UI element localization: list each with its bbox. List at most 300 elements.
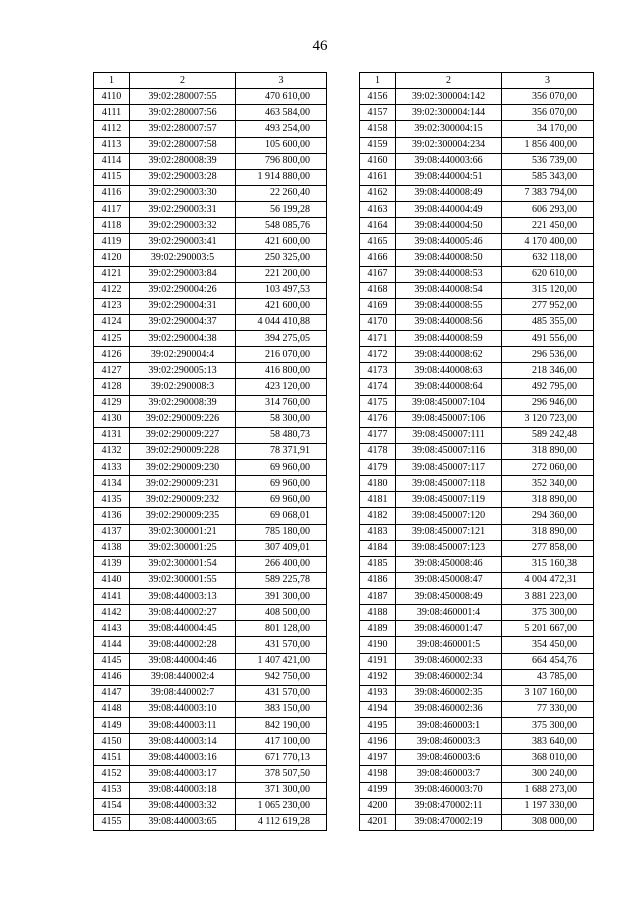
- cadastral-number: 39:08:460001:5: [396, 637, 502, 653]
- cadastral-value: 842 190,00: [236, 718, 327, 734]
- table-row: [94, 508, 327, 524]
- row-number: 4159: [360, 137, 396, 153]
- cadastral-value: 22 260,40: [236, 185, 327, 201]
- cadastral-value: 318 890,00: [502, 492, 594, 508]
- table-row: [94, 395, 327, 411]
- table-row: [94, 701, 327, 717]
- cadastral-number: 39:02:290003:84: [130, 266, 236, 282]
- row-number: 4201: [360, 814, 396, 830]
- row-number: 4186: [360, 572, 396, 588]
- cadastral-number: 39:08:440008:49: [396, 185, 502, 201]
- table-row: [360, 589, 594, 605]
- cadastral-value: 294 360,00: [502, 508, 594, 524]
- cadastral-number: 39:08:440008:56: [396, 314, 502, 330]
- cadastral-number: 39:08:440003:11: [130, 718, 236, 734]
- row-number: 4199: [360, 782, 396, 798]
- row-number: 4123: [94, 298, 130, 314]
- table-row: [360, 653, 594, 669]
- table-row: [94, 443, 327, 459]
- cadastral-value: 34 170,00: [502, 121, 594, 137]
- table-row: [360, 250, 594, 266]
- row-number: 4119: [94, 234, 130, 250]
- cadastral-value: 416 800,00: [236, 363, 327, 379]
- table-row: [94, 492, 327, 508]
- table-body-left: [94, 89, 327, 831]
- cadastral-value: 431 570,00: [236, 685, 327, 701]
- cadastral-number: 39:02:290009:232: [130, 492, 236, 508]
- row-number: 4178: [360, 443, 396, 459]
- table-row: [94, 653, 327, 669]
- row-number: 4140: [94, 572, 130, 588]
- row-number: 4131: [94, 427, 130, 443]
- table-row: [94, 185, 327, 201]
- row-number: 4193: [360, 685, 396, 701]
- table-row: [360, 798, 594, 814]
- table-row: [94, 766, 327, 782]
- cadastral-number: 39:02:290003:5: [130, 250, 236, 266]
- register-table-right: [359, 72, 594, 831]
- cadastral-value: 383 640,00: [502, 734, 594, 750]
- row-number: 4164: [360, 218, 396, 234]
- row-number: 4132: [94, 443, 130, 459]
- cadastral-number: 39:08:440002:27: [130, 605, 236, 621]
- row-number: 4170: [360, 314, 396, 330]
- cadastral-number: 39:02:290003:30: [130, 185, 236, 201]
- cadastral-number: 39:02:300004:15: [396, 121, 502, 137]
- cadastral-number: 39:02:290008:3: [130, 379, 236, 395]
- row-number: 4163: [360, 202, 396, 218]
- row-number: 4160: [360, 153, 396, 169]
- cadastral-value: 606 293,00: [502, 202, 594, 218]
- cadastral-value: 3 881 223,00: [502, 589, 594, 605]
- cadastral-number: 39:02:290009:227: [130, 427, 236, 443]
- cadastral-value: 308 000,00: [502, 814, 594, 830]
- cadastral-number: 39:02:280008:39: [130, 153, 236, 169]
- cadastral-value: 431 570,00: [236, 637, 327, 653]
- table-row: [360, 460, 594, 476]
- cadastral-number: 39:08:440004:51: [396, 169, 502, 185]
- row-number: 4176: [360, 411, 396, 427]
- cadastral-value: 4 112 619,28: [236, 814, 327, 830]
- cadastral-value: 378 507,50: [236, 766, 327, 782]
- table-row: [360, 524, 594, 540]
- table-row: [94, 637, 327, 653]
- row-number: 4120: [94, 250, 130, 266]
- table-row: [360, 443, 594, 459]
- table-row: [360, 750, 594, 766]
- cadastral-number: 39:02:290009:226: [130, 411, 236, 427]
- cadastral-number: 39:08:450007:117: [396, 460, 502, 476]
- cadastral-number: 39:02:290003:31: [130, 202, 236, 218]
- table-row: [360, 814, 594, 830]
- table-row: [360, 266, 594, 282]
- row-number: 4146: [94, 669, 130, 685]
- cadastral-number: 39:08:470002:11: [396, 798, 502, 814]
- cadastral-value: 1 065 230,00: [236, 798, 327, 814]
- cadastral-number: 39:08:460001:47: [396, 621, 502, 637]
- cadastral-number: 39:08:440003:16: [130, 750, 236, 766]
- cadastral-number: 39:08:440004:46: [130, 653, 236, 669]
- row-number: 4190: [360, 637, 396, 653]
- cadastral-value: 221 450,00: [502, 218, 594, 234]
- cadastral-value: 391 300,00: [236, 589, 327, 605]
- cadastral-value: 105 600,00: [236, 137, 327, 153]
- cadastral-number: 39:08:460003:7: [396, 766, 502, 782]
- row-number: 4180: [360, 476, 396, 492]
- table-header-row: [360, 73, 594, 89]
- cadastral-value: 56 199,28: [236, 202, 327, 218]
- cadastral-value: 664 454,76: [502, 653, 594, 669]
- table-row: [94, 524, 327, 540]
- table-row: [360, 427, 594, 443]
- table-header-row: [94, 73, 327, 89]
- cadastral-value: 942 750,00: [236, 669, 327, 685]
- cadastral-number: 39:02:280007:56: [130, 105, 236, 121]
- table-row: [360, 314, 594, 330]
- table-row: [360, 476, 594, 492]
- cadastral-number: 39:08:460002:36: [396, 701, 502, 717]
- row-number: 4112: [94, 121, 130, 137]
- cadastral-number: 39:02:290004:26: [130, 282, 236, 298]
- cadastral-value: 315 120,00: [502, 282, 594, 298]
- cadastral-number: 39:02:290009:230: [130, 460, 236, 476]
- cadastral-number: 39:08:440008:64: [396, 379, 502, 395]
- cadastral-value: 801 128,00: [236, 621, 327, 637]
- row-number: 4189: [360, 621, 396, 637]
- row-number: 4135: [94, 492, 130, 508]
- table-row: [360, 669, 594, 685]
- table-row: [94, 427, 327, 443]
- row-number: 4116: [94, 185, 130, 201]
- cadastral-number: 39:08:450008:47: [396, 572, 502, 588]
- row-number: 4110: [94, 89, 130, 105]
- cadastral-value: 69 960,00: [236, 476, 327, 492]
- cadastral-number: 39:08:440003:14: [130, 734, 236, 750]
- cadastral-value: 371 300,00: [236, 782, 327, 798]
- row-number: 4192: [360, 669, 396, 685]
- cadastral-number: 39:08:450007:119: [396, 492, 502, 508]
- row-number: 4174: [360, 379, 396, 395]
- row-number: 4171: [360, 331, 396, 347]
- table-row: [94, 572, 327, 588]
- cadastral-number: 39:08:440002:7: [130, 685, 236, 701]
- row-number: 4169: [360, 298, 396, 314]
- cadastral-number: 39:02:290004:31: [130, 298, 236, 314]
- row-number: 4175: [360, 395, 396, 411]
- cadastral-number: 39:02:300001:25: [130, 540, 236, 556]
- table-row: [94, 669, 327, 685]
- column-header-cadastral: 2: [130, 73, 236, 89]
- table-row: [94, 218, 327, 234]
- cadastral-number: 39:02:290009:235: [130, 508, 236, 524]
- cadastral-value: 394 275,05: [236, 331, 327, 347]
- row-number: 4153: [94, 782, 130, 798]
- row-number: 4145: [94, 653, 130, 669]
- cadastral-number: 39:02:290005:13: [130, 363, 236, 379]
- cadastral-value: 368 010,00: [502, 750, 594, 766]
- cadastral-number: 39:08:450007:121: [396, 524, 502, 540]
- cadastral-number: 39:08:460002:34: [396, 669, 502, 685]
- cadastral-value: 417 100,00: [236, 734, 327, 750]
- cadastral-value: 796 800,00: [236, 153, 327, 169]
- table-row: [360, 347, 594, 363]
- table-row: [360, 734, 594, 750]
- row-number: 4137: [94, 524, 130, 540]
- cadastral-number: 39:08:450007:106: [396, 411, 502, 427]
- table-row: [94, 476, 327, 492]
- row-number: 4165: [360, 234, 396, 250]
- cadastral-number: 39:08:440003:65: [130, 814, 236, 830]
- row-number: 4115: [94, 169, 130, 185]
- cadastral-value: 1 688 273,00: [502, 782, 594, 798]
- row-number: 4147: [94, 685, 130, 701]
- row-number: 4185: [360, 556, 396, 572]
- cadastral-value: 632 118,00: [502, 250, 594, 266]
- cadastral-value: 536 739,00: [502, 153, 594, 169]
- row-number: 4143: [94, 621, 130, 637]
- table-row: [94, 153, 327, 169]
- table-row: [360, 89, 594, 105]
- cadastral-number: 39:02:290003:32: [130, 218, 236, 234]
- table-row: [94, 798, 327, 814]
- cadastral-number: 39:02:290003:28: [130, 169, 236, 185]
- cadastral-number: 39:08:440008:50: [396, 250, 502, 266]
- cadastral-number: 39:02:300004:234: [396, 137, 502, 153]
- column-header-number: 1: [94, 73, 130, 89]
- cadastral-value: 4 044 410,88: [236, 314, 327, 330]
- table-row: [360, 363, 594, 379]
- cadastral-value: 77 330,00: [502, 701, 594, 717]
- row-number: 4188: [360, 605, 396, 621]
- table-row: [94, 814, 327, 830]
- cadastral-number: 39:02:300001:54: [130, 556, 236, 572]
- table-row: [94, 540, 327, 556]
- table-row: [94, 589, 327, 605]
- table-row: [94, 556, 327, 572]
- row-number: 4173: [360, 363, 396, 379]
- cadastral-number: 39:02:280007:58: [130, 137, 236, 153]
- cadastral-number: 39:02:300004:144: [396, 105, 502, 121]
- row-number: 4144: [94, 637, 130, 653]
- row-number: 4187: [360, 589, 396, 605]
- cadastral-number: 39:08:450007:116: [396, 443, 502, 459]
- cadastral-value: 785 180,00: [236, 524, 327, 540]
- table-row: [360, 395, 594, 411]
- cadastral-number: 39:08:440004:50: [396, 218, 502, 234]
- cadastral-number: 39:08:470002:19: [396, 814, 502, 830]
- row-number: 4149: [94, 718, 130, 734]
- cadastral-value: 356 070,00: [502, 105, 594, 121]
- cadastral-number: 39:08:440004:45: [130, 621, 236, 637]
- page-number: 46: [312, 38, 328, 54]
- cadastral-value: 493 254,00: [236, 121, 327, 137]
- cadastral-value: 58 480,73: [236, 427, 327, 443]
- cadastral-value: 485 355,00: [502, 314, 594, 330]
- cadastral-number: 39:02:290008:39: [130, 395, 236, 411]
- row-number: 4151: [94, 750, 130, 766]
- cadastral-value: 272 060,00: [502, 460, 594, 476]
- row-number: 4148: [94, 701, 130, 717]
- row-number: 4124: [94, 314, 130, 330]
- cadastral-number: 39:02:290004:37: [130, 314, 236, 330]
- cadastral-value: 3 107 160,00: [502, 685, 594, 701]
- row-number: 4172: [360, 347, 396, 363]
- cadastral-number: 39:02:290004:38: [130, 331, 236, 347]
- table-row: [360, 218, 594, 234]
- cadastral-value: 300 240,00: [502, 766, 594, 782]
- table-row: [360, 621, 594, 637]
- table-row: [94, 234, 327, 250]
- cadastral-value: 421 600,00: [236, 234, 327, 250]
- cadastral-value: 7 383 794,00: [502, 185, 594, 201]
- table-row: [360, 572, 594, 588]
- cadastral-value: 383 150,00: [236, 701, 327, 717]
- table-row: [360, 411, 594, 427]
- table-row: [360, 508, 594, 524]
- table-row: [360, 685, 594, 701]
- table-row: [360, 298, 594, 314]
- cadastral-number: 39:08:450007:111: [396, 427, 502, 443]
- cadastral-value: 423 120,00: [236, 379, 327, 395]
- row-number: 4118: [94, 218, 130, 234]
- row-number: 4183: [360, 524, 396, 540]
- cadastral-value: 266 400,00: [236, 556, 327, 572]
- row-number: 4133: [94, 460, 130, 476]
- cadastral-value: 1 914 880,00: [236, 169, 327, 185]
- cadastral-number: 39:08:460002:33: [396, 653, 502, 669]
- table-row: [360, 766, 594, 782]
- table-row: [94, 314, 327, 330]
- row-number: 4125: [94, 331, 130, 347]
- cadastral-value: 318 890,00: [502, 443, 594, 459]
- table-row: [94, 621, 327, 637]
- row-number: 4117: [94, 202, 130, 218]
- row-number: 4127: [94, 363, 130, 379]
- row-number: 4139: [94, 556, 130, 572]
- cadastral-number: 39:08:440003:66: [396, 153, 502, 169]
- row-number: 4168: [360, 282, 396, 298]
- cadastral-number: 39:08:460003:1: [396, 718, 502, 734]
- table-row: [94, 460, 327, 476]
- table-row: [94, 298, 327, 314]
- row-number: 4177: [360, 427, 396, 443]
- cadastral-number: 39:08:450007:104: [396, 395, 502, 411]
- row-number: 4111: [94, 105, 130, 121]
- table-row: [360, 153, 594, 169]
- table-row: [360, 282, 594, 298]
- cadastral-number: 39:08:460003:3: [396, 734, 502, 750]
- cadastral-value: 5 201 667,00: [502, 621, 594, 637]
- column-header-cadastral: 2: [396, 73, 502, 89]
- cadastral-value: 69 960,00: [236, 492, 327, 508]
- cadastral-value: 356 070,00: [502, 89, 594, 105]
- cadastral-number: 39:08:440003:18: [130, 782, 236, 798]
- row-number: 4136: [94, 508, 130, 524]
- cadastral-number: 39:08:440002:4: [130, 669, 236, 685]
- cadastral-value: 375 300,00: [502, 718, 594, 734]
- row-number: 4134: [94, 476, 130, 492]
- table-row: [360, 556, 594, 572]
- table-row: [360, 185, 594, 201]
- cadastral-value: 318 890,00: [502, 524, 594, 540]
- cadastral-value: 589 242,48: [502, 427, 594, 443]
- table-row: [94, 347, 327, 363]
- row-number: 4196: [360, 734, 396, 750]
- row-number: 4197: [360, 750, 396, 766]
- cadastral-number: 39:08:440003:10: [130, 701, 236, 717]
- cadastral-number: 39:08:450008:46: [396, 556, 502, 572]
- table-row: [94, 782, 327, 798]
- row-number: 4194: [360, 701, 396, 717]
- cadastral-value: 375 300,00: [502, 605, 594, 621]
- cadastral-number: 39:08:440008:53: [396, 266, 502, 282]
- row-number: 4142: [94, 605, 130, 621]
- table-row: [360, 121, 594, 137]
- row-number: 4138: [94, 540, 130, 556]
- register-table-left: [93, 72, 327, 831]
- row-number: 4130: [94, 411, 130, 427]
- cadastral-value: 470 610,00: [236, 89, 327, 105]
- table-row: [360, 637, 594, 653]
- row-number: 4200: [360, 798, 396, 814]
- table-row: [94, 250, 327, 266]
- cadastral-value: 463 584,00: [236, 105, 327, 121]
- row-number: 4158: [360, 121, 396, 137]
- row-number: 4162: [360, 185, 396, 201]
- table-row: [360, 492, 594, 508]
- cadastral-number: 39:08:450007:123: [396, 540, 502, 556]
- row-number: 4141: [94, 589, 130, 605]
- table-row: [360, 105, 594, 121]
- table-row: [360, 782, 594, 798]
- table-row: [94, 137, 327, 153]
- table-row: [360, 169, 594, 185]
- cadastral-value: 69 960,00: [236, 460, 327, 476]
- cadastral-number: 39:08:440003:13: [130, 589, 236, 605]
- row-number: 4157: [360, 105, 396, 121]
- cadastral-value: 354 450,00: [502, 637, 594, 653]
- row-number: 4154: [94, 798, 130, 814]
- cadastral-value: 315 160,38: [502, 556, 594, 572]
- cadastral-value: 296 536,00: [502, 347, 594, 363]
- cadastral-value: 296 946,00: [502, 395, 594, 411]
- table-row: [94, 282, 327, 298]
- cadastral-number: 39:02:300004:142: [396, 89, 502, 105]
- table-row: [360, 701, 594, 717]
- column-header-value: 3: [502, 73, 594, 89]
- table-row: [94, 202, 327, 218]
- table-row: [360, 540, 594, 556]
- cadastral-number: 39:02:300001:21: [130, 524, 236, 540]
- table-row: [94, 411, 327, 427]
- cadastral-number: 39:08:460003:6: [396, 750, 502, 766]
- table-row: [94, 734, 327, 750]
- row-number: 4191: [360, 653, 396, 669]
- cadastral-value: 216 070,00: [236, 347, 327, 363]
- cadastral-value: 491 556,00: [502, 331, 594, 347]
- cadastral-number: 39:08:460001:4: [396, 605, 502, 621]
- table-row: [94, 169, 327, 185]
- cadastral-value: 4 004 472,31: [502, 572, 594, 588]
- row-number: 4113: [94, 137, 130, 153]
- cadastral-value: 585 343,00: [502, 169, 594, 185]
- table-row: [94, 685, 327, 701]
- row-number: 4198: [360, 766, 396, 782]
- cadastral-number: 39:02:300001:55: [130, 572, 236, 588]
- row-number: 4179: [360, 460, 396, 476]
- row-number: 4129: [94, 395, 130, 411]
- cadastral-number: 39:08:440008:63: [396, 363, 502, 379]
